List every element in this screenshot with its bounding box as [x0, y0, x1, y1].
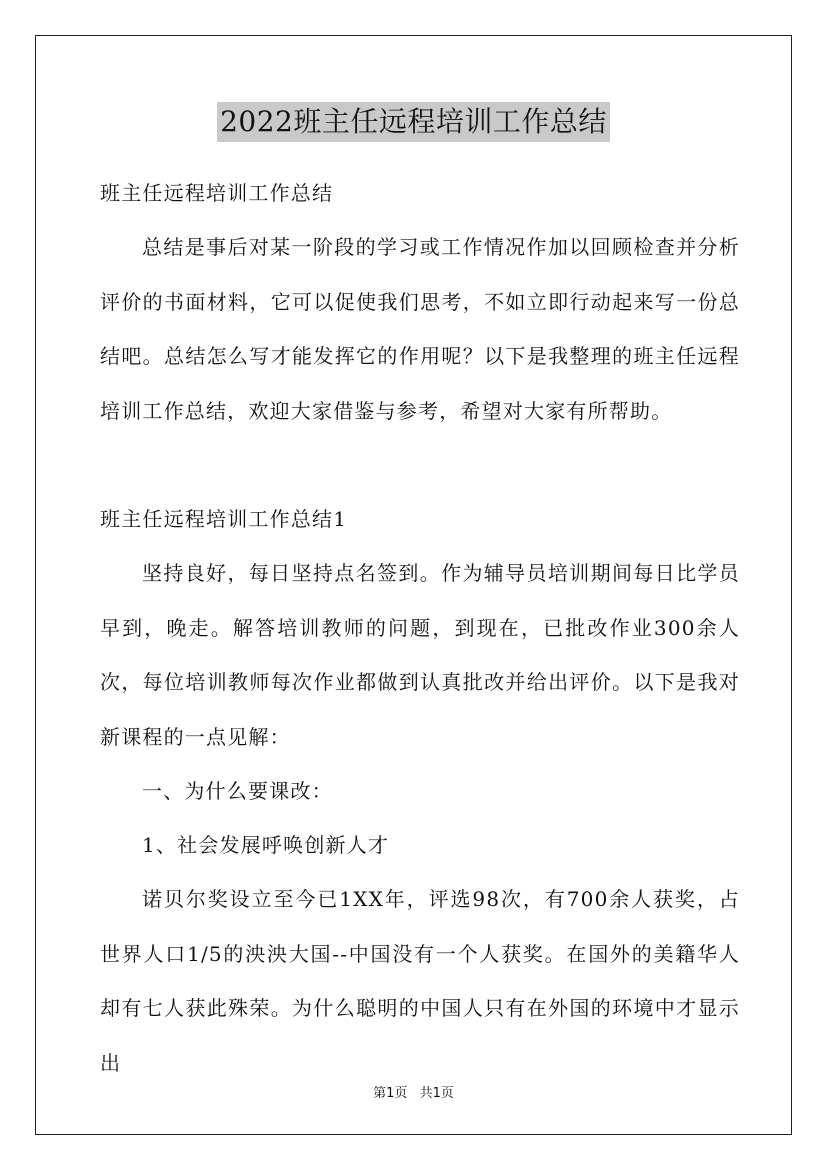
document-subtitle: 班主任远程培训工作总结: [100, 181, 334, 205]
title-container: [0, 102, 827, 142]
list-heading: 一、为什么要课改：: [142, 779, 333, 803]
body-paragraph: 诺贝尔奖设立至今已1XX年，评选98次，有700余人获奖，占世界人口1/5的泱泱大国--中国没有一个人获奖。在国外的美籍华人却有七人获此殊荣。为什么聪明的中国人只有在外国的环境中才显示出: [100, 887, 740, 1075]
document-title: 2022班主任远程培训工作总结: [217, 102, 610, 142]
intro-paragraph: 总结是事后对某一阶段的学习或工作情况作加以回顾检查并分析评价的书面材料，它可以促使我们思考，不如立即行动起来写一份总结吧。总结怎么写才能发挥它的作用呢？以下是我整理的班主任远程培训工作总结，欢迎大家借鉴与参考，希望对大家有所帮助。: [100, 235, 740, 423]
page-footer: [0, 1082, 827, 1101]
page-total: 共1页: [419, 1086, 454, 1101]
page-number: 第1页: [373, 1086, 408, 1101]
list-subheading: 1、社会发展呼唤创新人才: [142, 833, 390, 857]
section-title: 班主任远程培训工作总结1: [100, 507, 348, 531]
body-paragraph: 坚持良好，每日坚持点名签到。作为辅导员培训期间每日比学员早到，晚走。解答培训教师的问题，到现在，已批改作业300余人次，每位培训教师每次作业都做到认真批改并给出评价。以下是我对新课程的一点见解：: [100, 561, 740, 749]
